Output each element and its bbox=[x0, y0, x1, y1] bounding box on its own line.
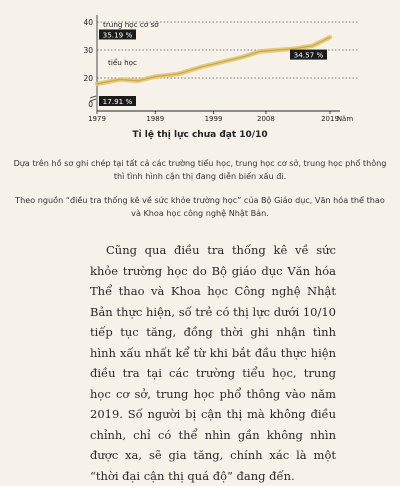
body-paragraph: Cũng qua điều tra thống kê về sức khỏe trường học do Bộ giáo dục Văn hóa Thể thao và Khoa học Công nghệ Nhật Bản thực hiện, số trẻ có thị lực dưới 10/10 tiếp tục tăng, đồng thời ghi nhận tình hình xấu nhất kể từ khi bắt đầu thực hiện điều tra tại các trường tiểu học, trung học cơ sở, trung học phổ thông vào năm 2019. Số người bị cận thị mà không điều chỉnh, chỉ có thể nhìn gần không nhìn được xa, sẽ gia tăng, chính xác là một “thời đại cận thị quá độ” đang đến. bbox=[90, 243, 336, 483]
x-tick-label: 2008 bbox=[257, 115, 275, 123]
line-chart bbox=[0, 0, 400, 130]
x-tick-label: 1999 bbox=[204, 115, 223, 123]
value-label-2019: 34.57 % bbox=[293, 50, 324, 60]
myopia-chart bbox=[0, 0, 400, 130]
y-tick-label: 20 bbox=[83, 74, 93, 83]
series-label-trung-hoc-co-so: trung học cơ sở bbox=[103, 20, 159, 29]
x-axis-unit: Năm bbox=[336, 115, 354, 123]
value-label-tieu-hoc-1979: 17.91 % bbox=[102, 97, 133, 106]
caption-data-source: Theo nguồn “điều tra thống kê về sức khỏe trường học” của Bộ Giáo dục, Văn hóa thể thao và Khoa học công nghệ Nhật Bản. bbox=[15, 195, 385, 218]
x-tick-label: 2019 bbox=[321, 115, 339, 123]
body-text bbox=[90, 240, 336, 486]
x-tick-label: 1989 bbox=[146, 115, 165, 123]
x-tick-label: 1979 bbox=[88, 115, 106, 123]
chart-title: Tỉ lệ thị lực chưa đạt 10/10 bbox=[132, 130, 268, 140]
y-tick-label: 30 bbox=[83, 46, 93, 55]
y-tick-label: 0 bbox=[88, 100, 93, 109]
y-tick-label: 40 bbox=[83, 18, 93, 27]
caption-source-records: Dựa trên hồ sơ ghi chép tại tất cả các trường tiểu học, trung học cơ sở, trung học phổ thông thì tình hình cận thị đang diễn biến xấu đi. bbox=[13, 158, 387, 181]
value-label-thcs-1979: 35.19 % bbox=[102, 30, 133, 40]
series-label-tieu-hoc: tiểu học bbox=[108, 58, 137, 67]
